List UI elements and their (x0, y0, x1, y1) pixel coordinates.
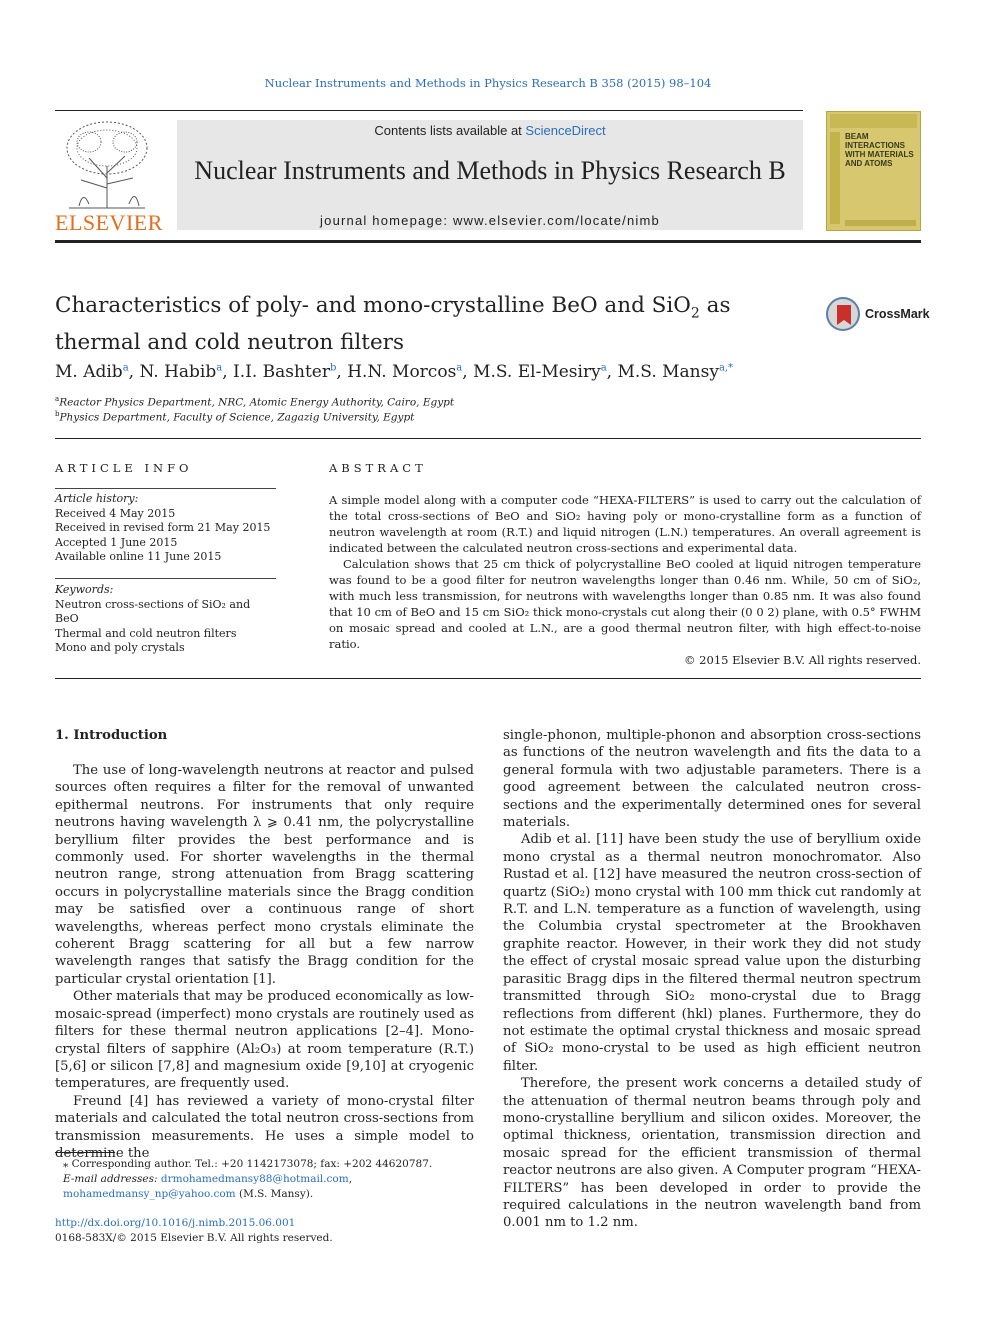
cover-strip (830, 132, 840, 224)
body-paragraph: Other materials that may be produced economically as low-mosaic-spread (imperfect) mono crystals are routinely used as filters for these thermal neutron applications [2–4]. Mono-crystal filters of sapphire (Al₂O₃) at room temperature (R.T.) [5,6] or silicon [7,8] and magnesium oxide [9,10] at cryogenic temperatures, are frequently used. (55, 989, 474, 1092)
author-name[interactable]: M.S. Mansy (617, 362, 719, 382)
history-label: Article history: (55, 492, 139, 505)
history-item: Available online 11 June 2015 (55, 550, 222, 564)
author-separator: , (336, 362, 348, 382)
section-rule (55, 438, 921, 439)
body-paragraph: Adib et al. [11] have been study the use of beryllium oxide mono crystal as a thermal neutron monochromator. Also Rustad et al. [12] have measured the neutron cross-section of quartz (SiO₂) mono crystal with 100 mm thick cut randomly at R.T. and L.N. temperature as a function of wavelength, using the Columbia crystal spectrometer at the Brookhaven graphite reactor. However, in their work they did not study the effect of crystal mosaic spread value upon the disturbing parasitic Bragg dips in the filtered thermal neutron spectrum transmitted through SiO₂ mono-crystal due to Bragg reflections from different (hkl) planes. Furthermore, they do not estimate the optimal crystal thickness and mosaic spread of SiO₂ mono-crystal to be used as high efficient neutron filter. (503, 832, 921, 1074)
contents-line (177, 123, 803, 138)
cover-title: BEAM INTERACTIONS WITH MATERIALS AND ATOMS (845, 132, 914, 168)
history-item: Received in revised form 21 May 2015 (55, 521, 271, 535)
elsevier-logo[interactable] (55, 118, 163, 236)
header-thick-rule (55, 240, 921, 243)
abstract-heading: ABSTRACT (329, 461, 427, 475)
journal-title: Nuclear Instruments and Methods in Physics Research B (194, 156, 786, 185)
corresponding-author-note: ⁎ Corresponding author. Tel.: +20 1142173078; fax: +202 44620787. (63, 1158, 433, 1170)
author-name[interactable]: M.S. El-Mesiry (473, 362, 601, 382)
contents-prefix: Contents lists available at (374, 123, 522, 138)
cover-header (830, 114, 917, 128)
abstract-spacer (329, 488, 921, 489)
article-title: Characteristics of poly- and mono-crystalline BeO and SiO$_2$ as thermal and cold neutron filters (55, 293, 731, 356)
issn-line: 0168-583X/© 2015 Elsevier B.V. All rights reserved. (55, 1232, 333, 1244)
sciencedirect-link[interactable]: ScienceDirect (525, 123, 606, 138)
keywords (55, 583, 276, 656)
author-name[interactable]: I.I. Bashter (233, 362, 330, 382)
cover-footer (845, 220, 916, 226)
author-name[interactable]: N. Habib (139, 362, 217, 382)
keywords-label: Keywords: (55, 583, 114, 596)
keywords-rule (55, 578, 276, 579)
author-name[interactable]: M. Adib (55, 362, 123, 382)
email-link[interactable]: drmohamedmansy88@hotmail.com (160, 1173, 349, 1185)
author-affiliation-mark[interactable]: a,* (718, 362, 734, 374)
author-affiliation-mark[interactable]: b (330, 362, 337, 374)
author-name[interactable]: H.N. Morcos (347, 362, 457, 382)
history-item: Accepted 1 June 2015 (55, 535, 178, 549)
journal-reference[interactable]: Nuclear Instruments and Methods in Physics Research B 358 (2015) 98–104 (264, 76, 712, 90)
author-separator: , (606, 362, 618, 382)
crossmark-label: CrossMark (865, 307, 930, 321)
article-info-heading: ARTICLE INFO (55, 461, 193, 475)
body-left-column (55, 762, 474, 1162)
abstract-body (329, 492, 921, 668)
doi-link[interactable]: http://dx.doi.org/10.1016/j.nimb.2015.06.001 (55, 1217, 296, 1229)
keyword-item: Mono and poly crystals (55, 641, 185, 655)
author-affiliation-mark[interactable]: a (456, 362, 463, 374)
journal-homepage[interactable]: journal homepage: www.elsevier.com/locate/nimb (320, 213, 660, 228)
elsevier-tree-icon (59, 118, 155, 210)
abstract-paragraph: Calculation shows that 25 cm thick of polycrystalline BeO cooled at liquid nitrogen temperature was found to be a good filter for neutron wavelengths longer than 0.46 nm. While, 50 cm of SiO₂, with much less transmission, for neutrons with wavelengths longer than 0.85 nm. It was also found that 10 cm of BeO and 15 cm SiO₂ thick mono-crystals cut along their (0 0 2) plane, with 0.5° FWHM on mosaic spread and cooled at L.N., are a good thermal neutron filter, with high effect-to-noise ratio. (329, 557, 921, 651)
email-link[interactable]: mohamedmansy_np@yahoo.com (63, 1188, 236, 1200)
author-affiliation-mark[interactable]: a (122, 362, 129, 374)
affiliation-a: $^a$Reactor Physics Department, NRC, Atomic Energy Authority, Cairo, Egypt (55, 395, 455, 409)
affiliation-b: $^b$Physics Department, Faculty of Science, Zagazig University, Egypt (55, 410, 415, 424)
author-list (55, 362, 815, 382)
body-paragraph: Therefore, the present work concerns a detailed study of the attenuation of thermal neutron beams through poly and mono-crystalline beryllium and silicon oxides. Moreover, the optimal thickness, orientation, transmission direction and mosaic spread for the efficient transmission of thermal reactor neutrons are also given. A Computer program “HEXA-FILTERS” has been developed in order to provide the required calculations in the neutron wavelength band from 0.001 nm to 1.2 nm. (503, 1076, 921, 1231)
section-heading-introduction: 1. Introduction (55, 728, 168, 743)
email-label: E-mail addresses: (63, 1173, 158, 1185)
crossmark-badge[interactable] (826, 297, 930, 335)
author-separator: , (128, 362, 140, 382)
author-separator: , (462, 362, 474, 382)
body-paragraph: single-phonon, multiple-phonon and absorption cross-sections as functions of the neutron wavelength and fits the data to a general formula with two adjustable parameters. There is a good agreement between the calculated neutron cross-sections and the experimentally determined ones for several materials. (503, 728, 921, 831)
elsevier-wordmark: ELSEVIER (55, 210, 163, 235)
footnote (55, 1157, 474, 1202)
doi-block (55, 1216, 333, 1246)
abstract-paragraph: A simple model along with a computer code “HEXA-FILTERS” is used to carry out the calculation of the total cross-sections of BeO and SiO₂ having poly or mono-crystalline form as a function of neutron wavelength at room (R.T.) and liquid nitrogen (L.N.) temperatures. An overall agreement is indicated between the calculated neutron cross-sections and experimental data. (329, 493, 921, 555)
author-separator: , (222, 362, 234, 382)
keyword-item: Neutron cross-sections of SiO₂ and BeO (55, 597, 251, 626)
body-right-column (503, 727, 921, 1232)
journal-cover-thumbnail[interactable] (826, 111, 921, 231)
author-affiliation-mark[interactable]: a (600, 362, 607, 374)
abstract-copyright: © 2015 Elsevier B.V. All rights reserved. (684, 653, 921, 667)
email-line: E-mail addresses: drmohamedmansy88@hotmail.com, mohamedmansy_np@yahoo.com (M.S. Mansy). (63, 1173, 353, 1200)
abstract-bottom-rule (55, 678, 921, 679)
author-affiliation-mark[interactable]: a (216, 362, 223, 374)
article-history (55, 492, 276, 565)
history-item: Received 4 May 2015 (55, 506, 176, 520)
crossmark-icon (826, 297, 860, 331)
body-paragraph: Freund [4] has reviewed a variety of mono-crystal filter materials and calculated the total neutron cross-sections from transmission measurements. He uses a simple model to determine the (55, 1093, 474, 1161)
body-paragraph: The use of long-wavelength neutrons at reactor and pulsed sources often requires a filter for the removal of unwanted epithermal neutrons. For instruments that only require neutrons having wavelength λ ⩾ 0.41 nm, the polycrystalline beryllium filter provides the best performance and is commonly used. For shorter wavelengths in the thermal neutron range, strong attenuation from Bragg scattering occurs in polycrystalline materials since the Bragg condition may be satisfied over a continuous range of short wavelengths, whereas perfect mono crystals eliminate the coherent Bragg scattering for all but a few narrow wavelength ranges that satisfy the Bragg condition for the particular crystal orientation [1]. (55, 763, 474, 987)
header-rule (55, 110, 803, 111)
footnote-rule (55, 1152, 115, 1153)
article-info-rule (55, 488, 276, 489)
keyword-item: Thermal and cold neutron filters (55, 626, 237, 640)
